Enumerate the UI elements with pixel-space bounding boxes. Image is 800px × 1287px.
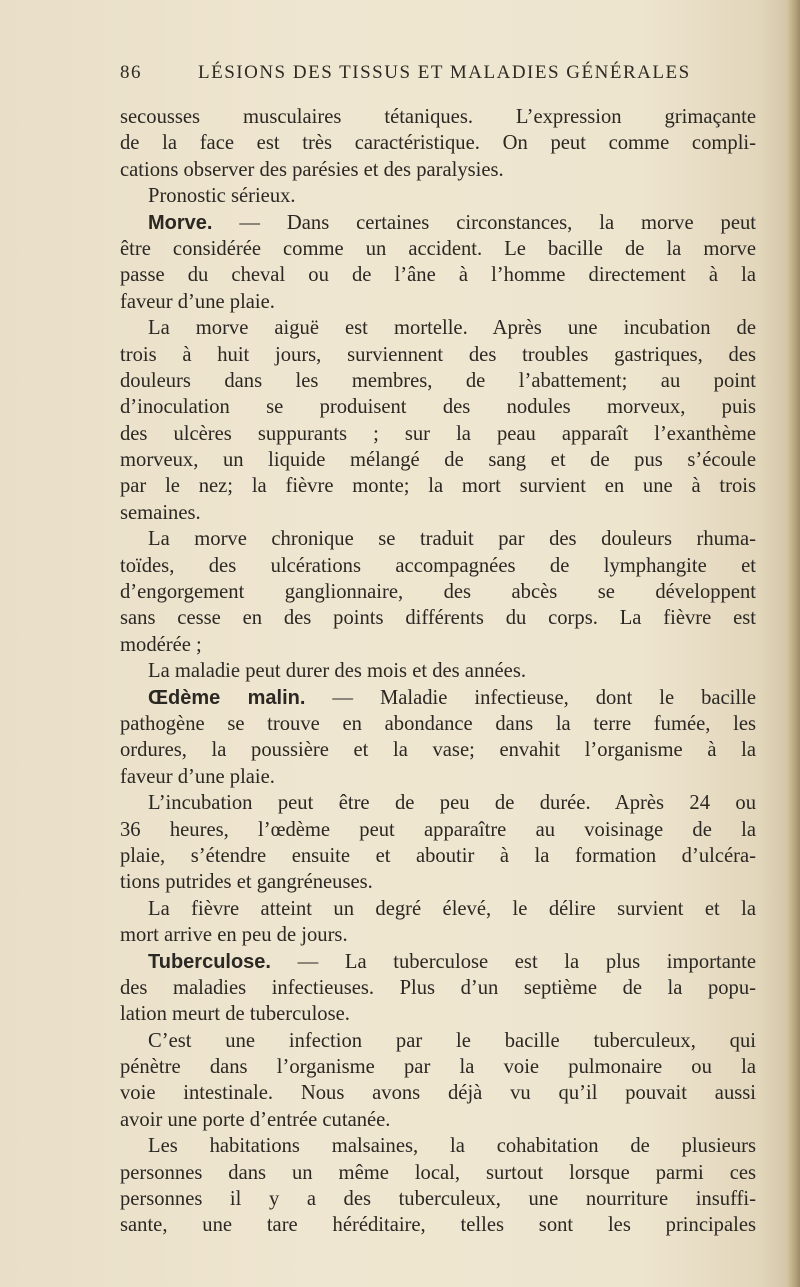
section-heading-line: Œdème malin. — Maladie infectieuse, dont le bacille — [148, 686, 756, 709]
text-line: de la face est très caractéristique. On peut comme compli- — [120, 132, 756, 155]
text-line: pénètre dans l’organisme par la voie pulmonaire ou la — [120, 1056, 756, 1079]
text-line: sans cesse en des points différents du corps. La fièvre est — [120, 607, 756, 630]
text-line: L’incubation peut être de peu de durée. Après 24 ou — [148, 792, 756, 815]
section-heading-oedeme-malin: Œdème malin. — [148, 686, 306, 709]
section-heading-line: Tuberculose. — La tuberculose est la plus importante — [148, 950, 756, 973]
text-line: par le nez; la fièvre monte; la mort survient en une à trois — [120, 475, 756, 498]
text-line: passe du cheval ou de l’âne à l’homme directement à la — [120, 264, 756, 287]
text-line: faveur d’une plaie. — [120, 290, 275, 313]
text-line: La morve chronique se traduit par des douleurs rhuma- — [148, 528, 756, 551]
text-line: pathogène se trouve en abondance dans la terre fumée, les — [120, 712, 756, 735]
text-line: Pronostic sérieux. — [148, 185, 296, 208]
text-line: lation meurt de tuberculose. — [120, 1003, 350, 1026]
running-title: LÉSIONS DES TISSUS ET MALADIES GÉNÉRALES — [198, 62, 691, 83]
text-line: La morve aiguë est mortelle. Après une incubation de — [148, 317, 756, 340]
text-line: La fièvre atteint un degré élevé, le délire survient et la — [148, 897, 756, 920]
running-header — [120, 62, 760, 92]
text-line: 36 heures, l’œdème peut apparaître au voisinage de la — [120, 818, 756, 841]
section-heading-tuberculose: Tuberculose. — [148, 950, 271, 973]
text-line: C’est une infection par le bacille tuberculeux, qui — [148, 1029, 756, 1052]
text-line: trois à huit jours, surviennent des troubles gastriques, des — [120, 343, 756, 366]
text-line: mort arrive en peu de jours. — [120, 924, 348, 947]
text-line: personnes il y a des tuberculeux, une nourriture insuffi- — [120, 1188, 756, 1211]
text-line: La maladie peut durer des mois et des années. — [148, 660, 526, 683]
text-line: des maladies infectieuses. Plus d’un septième de la popu- — [120, 976, 756, 999]
text-line: plaie, s’étendre ensuite et aboutir à la formation d’ulcéra- — [120, 844, 756, 867]
text-line: personnes dans un même local, surtout lorsque parmi ces — [120, 1161, 756, 1184]
body-text — [120, 104, 756, 1239]
text-line: semaines. — [120, 501, 201, 524]
text-line: d’inoculation se produisent des nodules morveux, puis — [120, 396, 756, 419]
text-line: voie intestinale. Nous avons déjà vu qu’il pouvait aussi — [120, 1082, 756, 1105]
text-line: ordures, la poussière et la vase; envahit l’organisme à la — [120, 739, 756, 762]
page-number: 86 — [120, 62, 142, 83]
text-line: secousses musculaires tétaniques. L’expression grimaçante — [120, 106, 756, 128]
text-line: d’engorgement ganglionnaire, des abcès se développent — [120, 581, 756, 604]
text-line: tions putrides et gangréneuses. — [120, 871, 373, 894]
page-edge — [786, 0, 800, 1287]
section-heading-morve: Morve. — [148, 211, 213, 234]
text-line: être considérée comme un accident. Le bacille de la morve — [120, 237, 756, 260]
text-line: toïdes, des ulcérations accompagnées de lymphangite et — [120, 554, 756, 577]
text-line: morveux, un liquide mélangé de sang et de pus s’écoule — [120, 449, 756, 472]
text-line: des ulcères suppurants ; sur la peau apparaît l’exanthème — [120, 422, 756, 445]
text-line: avoir une porte d’entrée cutanée. — [120, 1108, 391, 1131]
text-line: Les habitations malsaines, la cohabitation de plusieurs — [148, 1135, 756, 1158]
text-line: cations observer des parésies et des paralysies. — [120, 158, 504, 181]
text-line: douleurs dans les membres, de l’abattement; au point — [120, 369, 756, 392]
text-line: faveur d’une plaie. — [120, 765, 275, 788]
text-line: modérée ; — [120, 633, 202, 656]
text-line: sante, une tare héréditaire, telles sont les principales — [120, 1214, 756, 1237]
section-heading-line: Morve. — Dans certaines circonstances, la morve peut — [148, 211, 756, 234]
